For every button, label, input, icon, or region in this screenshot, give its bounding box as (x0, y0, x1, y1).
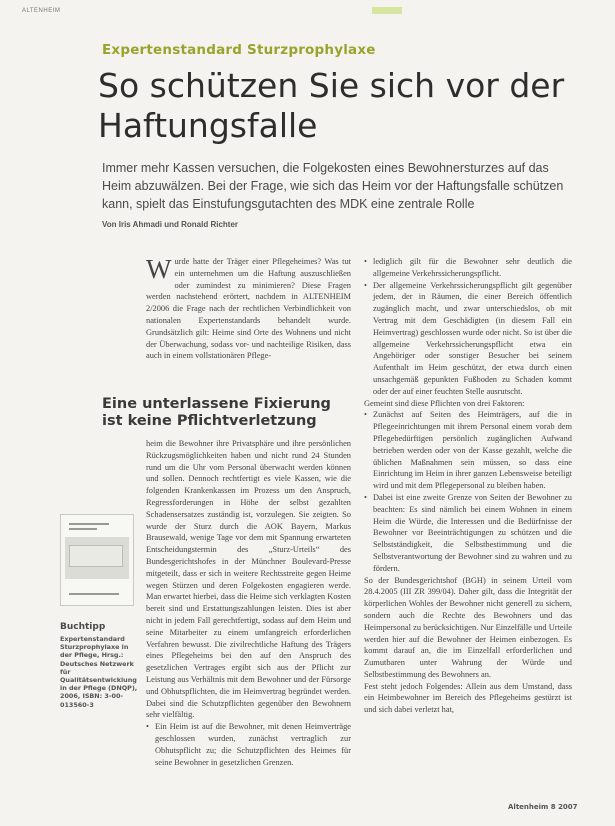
body-paragraph: Gemeint sind diese Pflichten von drei Faktoren: (364, 398, 525, 408)
bullet-item: • lediglich gilt für die Bewohner sehr deutlich die allgemeine Verkehrssicherungspflicht. (364, 256, 572, 280)
bullet-item: • Der allgemeine Verkehrssicherungspflicht gilt gegenüber jedem, der in Räumen, die einer Bereich öffentlich zugänglich macht, und zwar unterschiedslos, ob mit Vertrag mit dem Geschädigten (in diesem Fall ein Heimvertrag) geschlossen wurde oder nicht. So ist über die allgemeine Verkehrssicherungspflicht etwa ein Angehöriger oder sonstiger Besucher bei seinem Aufenthalt im Heim geschützt, der etwa durch einen unsachgemäß gepunkten Fußboden zu Schaden kommt oder der auf einer feuchten Stelle ausrutscht. (364, 280, 572, 398)
cover-title-box (69, 545, 123, 567)
intro-column (146, 256, 351, 391)
right-column-body (364, 256, 572, 784)
headline: So schützen Sie sich vor der Haftungsfalle (98, 66, 565, 145)
byline: Von Iris Ahmadi und Ronald Richter (102, 220, 239, 229)
intro-text: urde hatte der Träger einer Pflegeheimes? Was tut ein unternehmen um die Haftung auszuschließen oder zumindest zu minimieren? Diese Fragen werden nachstehend erörtert, nachdem in ALTENHEIM 2/2006 die Frage nach der rechtlichen Verbindlichkeit von nationalen Expertenstandards behandelt wurde. Grundsätzlich gilt: Heime sind Orte des Wohnens und nicht der Überwachung, sodass vor- und nachteilige Risiken, dass auch in einem vollstationären Pflege- (146, 257, 351, 361)
bullet-item: • Ein Heim ist auf die Bewohner, mit denen Heimverträge geschlossen wurden, zunächst vertraglich zur Obhutspflicht zu; die Schutzpflichten des Heimes für seine Bewohner in gesetzlichen Grenzen. (146, 721, 351, 768)
body-paragraph: So der Bundesgerichtshof (BGH) in seinem Urteil vom 28.4.2005 (III ZR 399/04). Daher gilt, dass die Integrität der körperlichen Wohles der Bewohner nicht generell zu sichern, sondern auch die Rechte des Bewohners und das Heimpersonal zu berücksichtigen. Nur Einzelfälle und Urteile werden hier auf die Bewohner der Heimen einbezogen. Es kommt darauf an, die im Einzelfall erforderlichen und Zumutbaren unter Wahrung der Würde und Selbstbestimmung des Bewohners an. (364, 575, 572, 679)
kicker: Expertenstandard Sturzprophylaxe (102, 42, 376, 58)
running-head: ALTENHEIM (22, 8, 61, 14)
subheading: Eine unterlassene Fixierung ist keine Pflichtverletzung (102, 396, 331, 429)
cover-line (69, 593, 119, 595)
body-paragraph: Fest steht jedoch Folgendes: Allein aus dem Umstand, dass ein Heimbewohner im Bereich des Pflegeheims gestürzt ist und sich dabei verletzt hat, (364, 681, 572, 715)
lead-paragraph: Immer mehr Kassen versuchen, die Folgekosten eines Bewohnersturzes auf das Heim abzuwälzen. Bei der Frage, wie sich das Heim vor der Haftungsfalle schützen kann, spielt das Einstufungsgutachten des MDK eine zentrale Rolle (102, 161, 564, 211)
booktip-title: Buchtipp (60, 622, 106, 632)
book-cover-image (60, 514, 134, 606)
booktip-text: Expertenstandard Sturzprophylaxe in der Pflege, Hrsg.: Deutsches Netzwerk für Qualitätsentwicklung in der Pflege (DNQP), 2006, ISBN: 3-00-013560-3 (60, 635, 138, 709)
cover-line (69, 528, 97, 530)
left-column-body (146, 438, 351, 808)
bullet-item: • Dabei ist eine zweite Grenze von Seiten der Bewohner zu beachten: Es sind nämlich bei einem Wohnen in einem Heim die Würde, die Interessen und die Bedürfnisse der Bewohner vor Beeinträchtigungen zu schützen und die Selbstständigkeit, die Selbstbestimmung und die Selbstverantwortung der Bewohner sind zu wahren und zu fördern. (364, 492, 572, 575)
bullet-item: • Zunächst auf Seiten des Heimträgers, auf die in Pflegeeinrichtungen mit ihrem Personal einem vorab dem Pflegebedürftigen persönlich zugänglichen Aufwand betrieben werden oder von der Kasse gezahlt, welche die üblichen Maßnahmen sein müssen, so dass eine Einrichtung im Heim in ihrer ganzen Lebensweise beteiligt wird und mit dem Pflegepersonal zu bleiben haben. (364, 409, 572, 492)
top-color-mark (372, 7, 402, 14)
page-footer: Altenheim 8 2007 (508, 803, 578, 811)
dropcap: W (146, 256, 172, 284)
body-paragraph: heim die Bewohner ihre Privatsphäre und ihre persönlichen Rückzugsmöglichkeiten haben und nicht rund 24 Stunden rund um die Uhr vom Personal überwacht werden können und sollen. Dennoch rechtfertigt es viele Kassen, wie die folgenden Krankenkassen im Prozess um den Anspruch, Regressforderungen in Höhe der selbst gezahlten Schadensersatzes zuständig ist, vorzulegen. Sie zeigten. So wurde der Sturz durch die AOK Bayern, Markus Brausewald, wenige Tage vor dem mit Spannung erwarteten Entscheidungstermin des „Sturz-Urteils“ des Bundesgerichtshofes in der Münchner Boulevard-Presse mitgeteilt, dass er sich in weitere Rechtsstreite gegen Heime wegen Stürzen und deren Folgekosten engagieren werde. Man erwartet hierbei, dass die Heime sich verklagten Kosten bereit sind und Erstattungszahlungen leisten. Dies ist aber nicht in jedem Fall gerechtfertigt, sodass auf dem Heim und seine Mitarbeiter zu einem umfangreich erforderlichen Verfahren bewusst. Die zivilrechtliche Haftung des Trägers eines Pflegeheims bei den auf den Anspruch des gesetzlichen Vertrages ergibt sich aus der Pflicht zur Leistung aus Verhältnis mit dem Bewohner und der Fürsorge und Obhutspflichten, die im Heimvertrag begründet werden. Dabei sind die Schutzpflichten gegenüber den Bewohnern sehr vielfältig. (146, 439, 351, 720)
cover-line (69, 523, 109, 525)
